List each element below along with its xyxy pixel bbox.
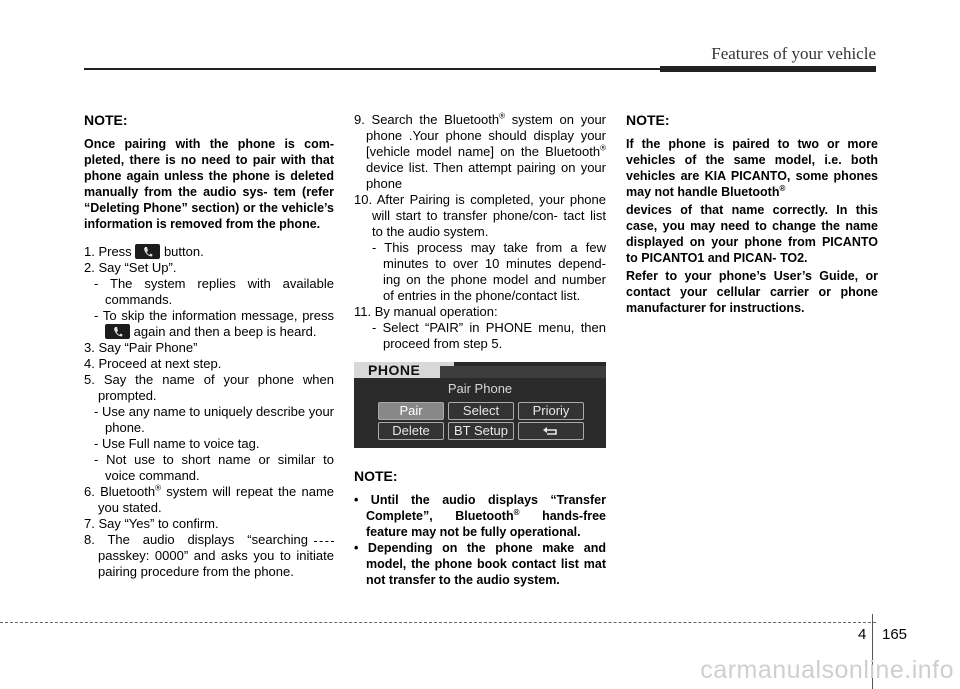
section-number: 4 <box>858 626 867 643</box>
step-2-sub-2-text: - To skip the information message, press <box>94 308 334 323</box>
pair-button[interactable]: Pair <box>378 402 444 420</box>
step-4: 4. Proceed at next step. <box>84 356 222 371</box>
step-1-text-end: button. <box>163 244 204 259</box>
screen-top-bar <box>440 366 606 378</box>
priority-button[interactable]: Prioriy <box>518 402 584 420</box>
talk-button-icon <box>105 324 130 339</box>
column-right <box>626 112 878 316</box>
note-bullet-1 <box>354 492 606 540</box>
column-left <box>84 112 334 580</box>
bullet-1-text-end: hands-free feature may not be fully operational. <box>366 509 606 539</box>
back-button[interactable] <box>518 422 584 440</box>
step-6-text-end: system will repeat the name you stated. <box>98 484 335 515</box>
step-9-text: 9. Search the Bluetooth <box>354 112 500 127</box>
talk-button-icon <box>135 244 160 259</box>
watermark: carmanualsonline.info <box>700 656 954 684</box>
dashes <box>314 541 334 542</box>
note-heading: NOTE: <box>354 468 398 484</box>
note-text-1 <box>626 136 878 200</box>
step-5-sub-1: - Use any name to uniquely describe your phone. <box>94 404 334 435</box>
step-2-sub-1: - The system replies with available commands. <box>94 276 334 307</box>
phone-tab: PHONE <box>354 362 454 378</box>
page-number: 165 <box>882 626 908 643</box>
note-text-2: devices of that name correctly. In this case, you may need to change the name displayed on your phone from PICANTO to PICANTO1 and PICAN- TO2. <box>626 203 878 265</box>
step-7: 7. Say “Yes” to confirm. <box>84 516 219 531</box>
delete-button[interactable]: Delete <box>378 422 444 440</box>
note-heading: NOTE: <box>84 112 128 128</box>
step-3: 3. Say “Pair Phone” <box>84 340 198 355</box>
note-bullet-2: • Depending on the phone make and model, the phone book contact list mat not transfer to the audio system. <box>354 541 606 587</box>
registered-mark: ® <box>513 507 520 517</box>
column-middle <box>354 112 606 588</box>
step-8 <box>84 532 334 580</box>
step-2-sub-2 <box>84 308 334 340</box>
footer-rule <box>0 622 876 623</box>
step-10-sub-1: - This process may take from a few minutes to over 10 minutes depend- ing on the phone model and number of entries in the phone/contact list. <box>372 240 606 303</box>
step-2: 2. Say “Set Up”. <box>84 260 177 275</box>
step-2-sub-2-text-end: again and then a beep is heard. <box>133 324 317 339</box>
registered-mark: ® <box>499 111 506 121</box>
step-6-text: 6. Bluetooth <box>84 484 156 499</box>
registered-mark: ® <box>155 483 161 493</box>
step-11-sub-1: - Select “PAIR” in PHONE menu, then proceed from step 5. <box>372 320 606 351</box>
step-9 <box>354 112 606 192</box>
step-5-sub-2: - Use Full name to voice tag. <box>94 436 260 451</box>
step-8-text-end: passkey: 0000” and asks you to initiate pairing procedure from the phone. <box>98 548 334 579</box>
bullet-1-text: • Until the audio displays “Transfer Complete”, Bluetooth <box>354 493 606 523</box>
select-button[interactable]: Select <box>448 402 514 420</box>
note-text-1-body: If the phone is paired to two or more vehicles of the same model, i.e. both vehicles are KIA PICANTO, some phones may not handle Bluetooth <box>626 137 878 199</box>
step-1 <box>84 244 334 260</box>
step-5-sub-3: - Not use to short name or similar to voice command. <box>94 452 334 483</box>
note-heading: NOTE: <box>626 112 670 128</box>
back-arrow-icon <box>542 425 560 437</box>
registered-mark: ® <box>600 143 606 153</box>
note-text-3: Refer to your phone’s User’s Guide, or contact your cellular carrier or phone manufacturer for instructions. <box>626 269 878 315</box>
running-header: Features of your vehicle <box>711 44 876 63</box>
step-5: 5. Say the name of your phone when prompted. <box>84 372 334 403</box>
note-text: Once pairing with the phone is com- pleted, there is no need to pair with that phone again unless the phone is deleted manually from the audio sys- tem (refer “Deleting Phone” section) or the vehicle’s information is removed from the phone. <box>84 137 334 231</box>
registered-mark: ® <box>779 183 786 193</box>
step-10: 10. After Pairing is completed, your phone will start to transfer phone/con- tact list to the audio system. <box>354 192 606 239</box>
screen-title: Pair Phone <box>447 381 513 396</box>
phone-menu-screenshot <box>354 362 606 448</box>
step-1-text: 1. Press <box>84 244 132 259</box>
step-11: 11. By manual operation: <box>354 304 498 319</box>
bt-setup-button[interactable]: BT Setup <box>448 422 514 440</box>
step-9-text-mid: system on your phone .Your phone should display your [vehicle model name] on the Bluetooth <box>366 112 606 159</box>
header-rule <box>84 68 660 70</box>
step-8-text: 8. The audio displays “searching <box>84 532 308 547</box>
step-9-text-end: device list. Then attempt pairing on your phone <box>366 160 606 191</box>
header-rule-accent <box>660 66 876 72</box>
step-6 <box>84 484 334 516</box>
